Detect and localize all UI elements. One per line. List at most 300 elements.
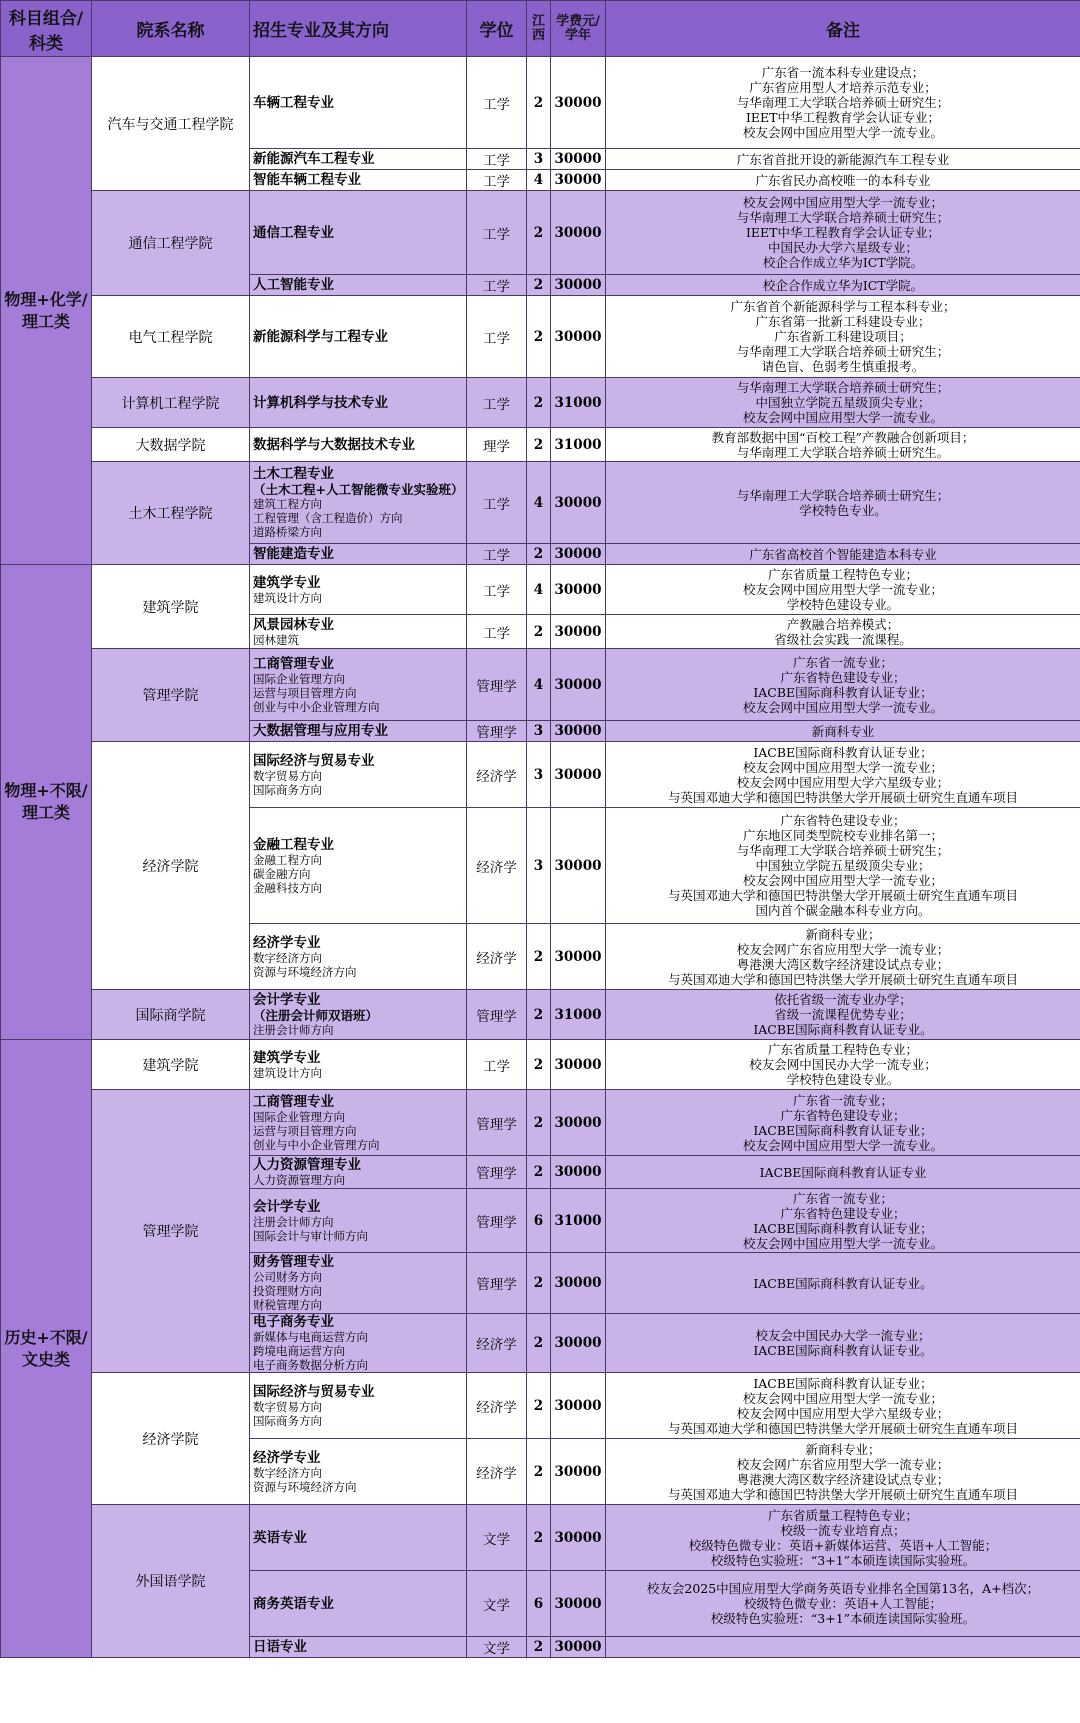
major-cell [250, 170, 467, 191]
header-degree: 学位 [467, 1, 527, 57]
remark-cell [606, 742, 1080, 808]
remark-line: 新商科专业； [805, 926, 881, 942]
remark-line: 学校特色建设专业。 [786, 597, 900, 612]
major-direction: 跨境电商运营方向 [253, 1344, 345, 1358]
remark-line: IACBE国际商科教育认证专业； [753, 1122, 933, 1138]
major-direction: 数字经济方向 [253, 950, 322, 965]
remark-line: 校级特色实验班：“3+1”本硕连读国际实验班。 [710, 1611, 976, 1626]
degree-cell: 管理学 [467, 990, 527, 1040]
years-cell: 3 [527, 149, 551, 170]
major-cell [250, 1040, 467, 1090]
table-row [1, 462, 1080, 544]
remark-line: 产教融合培养模式； [786, 616, 900, 632]
department-cell: 建筑学院 [92, 1040, 250, 1090]
remark-line: 广东省一流专业； [792, 1190, 893, 1206]
remark-cell [606, 296, 1080, 378]
degree-cell: 工学 [467, 544, 527, 565]
remark-line: 校友会网中国应用型大学一流专业； [742, 582, 943, 597]
degree-cell: 工学 [467, 275, 527, 296]
fee-cell: 30000 [551, 1156, 606, 1189]
header-major: 招生专业及其方向 [250, 1, 467, 57]
major-title: 经济学专业 [253, 1449, 321, 1466]
major-title: 金融工程专业 [253, 836, 334, 853]
remark-line: 学校特色专业。 [799, 502, 887, 518]
years-cell: 4 [527, 565, 551, 615]
fee-cell: 30000 [551, 275, 606, 296]
degree-cell: 管理学 [467, 1156, 527, 1189]
major-direction: 运营与项目管理方向 [253, 1123, 357, 1138]
major-cell [250, 428, 467, 462]
remark-line: 学校特色建设专业。 [786, 1072, 900, 1087]
category-cell: 历史+不限/文史类 [1, 1040, 92, 1658]
major-cell [250, 296, 467, 378]
table-row [1, 649, 1080, 721]
years-cell: 2 [527, 1373, 551, 1439]
remark-line: 广东省应用型人才培养示范专业； [749, 80, 937, 95]
years-cell: 4 [527, 462, 551, 544]
years-cell: 4 [527, 170, 551, 191]
remark-line: 教育部数据中国“百校工程”产教融合创新项目； [711, 429, 975, 445]
remark-cell [606, 721, 1080, 742]
remark-line: 校级一流专业培育点； [780, 1522, 906, 1538]
remark-line: 校友会网广东省应用型大学一流专业； [736, 941, 950, 957]
remark-line: 广东省一流专业； [792, 1092, 893, 1108]
major-direction: 注册会计师方向 [253, 1214, 334, 1229]
major-subtitle: （注册会计师双语班） [253, 1008, 379, 1023]
fee-cell: 30000 [551, 57, 606, 149]
remark-line: 校友会网中国应用型大学一流专业。 [742, 125, 943, 140]
major-direction: 道路桥梁方向 [253, 525, 322, 539]
remark-line: 与华南理工大学联合培养硕士研究生； [736, 344, 950, 359]
remark-cell [606, 149, 1080, 170]
major-title: 英语专业 [253, 1529, 307, 1546]
remark-line: 校友会网中国民办大学一流专业； [749, 1057, 937, 1072]
major-cell [250, 275, 467, 296]
major-cell [250, 990, 467, 1040]
major-cell [250, 1439, 467, 1505]
remark-cell [606, 990, 1080, 1040]
remark-line: 与华南理工大学联合培养硕士研究生； [736, 487, 950, 503]
degree-cell: 工学 [467, 296, 527, 378]
major-cell [250, 615, 467, 649]
degree-cell: 经济学 [467, 742, 527, 808]
remark-line: 广东省质量工程特色专业； [767, 567, 918, 582]
major-cell [250, 742, 467, 808]
category-cell: 物理+不限/理工类 [1, 565, 92, 1040]
remark-cell [606, 1571, 1080, 1637]
remark-line: 与英国邓迪大学和德国巴特洪堡大学开展硕士研究生直通车项目 [667, 1486, 1018, 1502]
table-row [1, 1505, 1080, 1571]
major-cell [250, 57, 467, 149]
years-cell: 2 [527, 1156, 551, 1189]
remark-line: 校友会网中国应用型大学六星级专业； [736, 1405, 950, 1421]
years-cell: 2 [527, 378, 551, 428]
major-direction: 国际企业管理方向 [253, 1109, 345, 1124]
remark-line: 新商科专业； [805, 1441, 881, 1457]
degree-cell: 理学 [467, 428, 527, 462]
major-direction: 建筑设计方向 [253, 1065, 322, 1080]
major-title: 车辆工程专业 [253, 94, 334, 111]
remark-line: 中国独立学院五星级顶尖专业； [755, 395, 931, 410]
fee-cell: 30000 [551, 1314, 606, 1373]
remark-line: IEET中华工程教育学会认证专业； [745, 110, 941, 125]
major-direction: 资源与环境经济方向 [253, 964, 357, 979]
remark-line: 校友会网中国应用型大学一流专业； [742, 759, 943, 775]
remark-cell [606, 615, 1080, 649]
fee-cell: 30000 [551, 742, 606, 808]
remark-line: 校企合作成立华为ICT学院。 [762, 255, 924, 270]
department-cell: 管理学院 [92, 1090, 250, 1373]
fee-cell: 30000 [551, 544, 606, 565]
major-cell [250, 1253, 467, 1314]
department-cell: 电气工程学院 [92, 296, 250, 378]
remark-line: 与华南理工大学联合培养硕士研究生。 [736, 444, 950, 460]
remark-line: IACBE国际商科教育认证专业 [759, 1164, 927, 1180]
remark-line: 与英国邓迪大学和德国巴特洪堡大学开展硕士研究生直通车项目 [667, 888, 1018, 903]
remark-line: 与华南理工大学联合培养硕士研究生； [736, 95, 950, 110]
department-cell: 建筑学院 [92, 565, 250, 649]
remark-cell [606, 170, 1080, 191]
major-direction: 建筑设计方向 [253, 590, 322, 605]
remark-line: 中国独立学院五星级顶尖专业； [755, 858, 931, 873]
years-cell: 2 [527, 1090, 551, 1156]
degree-cell: 工学 [467, 462, 527, 544]
major-direction: 金融科技方向 [253, 880, 322, 895]
major-direction: 碳金融方向 [253, 866, 311, 881]
remark-line: 校友会网中国应用型大学一流专业； [742, 1390, 943, 1406]
major-cell [250, 808, 467, 924]
remark-cell [606, 808, 1080, 924]
remark-line: 校级特色微专业：英语+人工智能； [744, 1596, 942, 1611]
years-cell: 2 [527, 615, 551, 649]
years-cell: 4 [527, 649, 551, 721]
degree-cell: 工学 [467, 615, 527, 649]
fee-cell: 30000 [551, 1090, 606, 1156]
major-direction: 注册会计师方向 [253, 1023, 334, 1037]
major-direction: 电子商务数据分析方向 [253, 1358, 368, 1372]
remark-cell [606, 1439, 1080, 1505]
years-cell: 2 [527, 57, 551, 149]
table-row [1, 57, 1080, 149]
remark-line: 广东省质量工程特色专业； [767, 1507, 918, 1523]
major-title: 人工智能专业 [253, 277, 334, 293]
table-row [1, 1090, 1080, 1156]
major-title: 大数据管理与应用专业 [253, 723, 388, 739]
major-direction: 财税管理方向 [253, 1298, 322, 1312]
table-row [1, 742, 1080, 808]
remark-line: 广东省特色建设专业； [780, 1205, 906, 1221]
major-direction: 园林建筑 [253, 632, 299, 647]
remark-cell [606, 1253, 1080, 1314]
degree-cell: 经济学 [467, 924, 527, 990]
table-row [1, 1040, 1080, 1090]
degree-cell: 工学 [467, 191, 527, 275]
remark-line: IACBE国际商科教育认证专业； [753, 1375, 933, 1391]
years-cell: 2 [527, 296, 551, 378]
remark-line: 广东省一流专业； [792, 654, 893, 670]
major-title: 建筑学专业 [253, 574, 321, 591]
remark-line: 校友会中国民办大学一流专业； [755, 1328, 931, 1343]
major-cell [250, 1373, 467, 1439]
degree-cell: 文学 [467, 1505, 527, 1571]
years-cell: 2 [527, 1505, 551, 1571]
years-cell: 2 [527, 1314, 551, 1373]
major-direction: 人力资源管理方向 [253, 1173, 345, 1187]
department-cell: 经济学院 [92, 1373, 250, 1505]
major-direction: 国际商务方向 [253, 1413, 322, 1428]
major-title: 人力资源管理专业 [253, 1157, 361, 1173]
table-row [1, 296, 1080, 378]
header-years: 江西 [527, 1, 551, 57]
years-cell: 2 [527, 1637, 551, 1658]
remark-line: 广东省特色建设专业； [780, 1107, 906, 1123]
remark-line: 广东省第一批新工科建设专业； [755, 314, 931, 329]
fee-cell: 30000 [551, 170, 606, 191]
major-direction: 工程管理（含工程造价）方向 [253, 511, 403, 525]
major-cell [250, 149, 467, 170]
remark-cell [606, 462, 1080, 544]
remark-cell [606, 1040, 1080, 1090]
table-row [1, 191, 1080, 275]
major-cell [250, 1156, 467, 1189]
remark-cell [606, 1156, 1080, 1189]
department-cell: 管理学院 [92, 649, 250, 742]
major-title: 国际经济与贸易专业 [253, 752, 375, 769]
major-title: 数据科学与大数据技术专业 [253, 436, 415, 453]
remark-cell [606, 1314, 1080, 1373]
remark-cell [606, 1090, 1080, 1156]
major-title: 工商管理专业 [253, 1093, 334, 1110]
degree-cell: 工学 [467, 1040, 527, 1090]
major-cell [250, 565, 467, 615]
table-row [1, 1373, 1080, 1439]
major-cell [250, 1637, 467, 1658]
remark-cell [606, 428, 1080, 462]
fee-cell: 30000 [551, 565, 606, 615]
years-cell: 6 [527, 1571, 551, 1637]
remark-line: 广东省特色建设专业； [780, 813, 906, 828]
department-cell: 国际商学院 [92, 990, 250, 1040]
remark-line: 省级社会实践一流课程。 [774, 631, 912, 647]
fee-cell: 31000 [551, 1189, 606, 1253]
major-title: 日语专业 [253, 1639, 307, 1655]
degree-cell: 工学 [467, 149, 527, 170]
major-cell [250, 924, 467, 990]
major-direction: 建筑工程方向 [253, 497, 322, 511]
fee-cell: 30000 [551, 1373, 606, 1439]
years-cell: 3 [527, 808, 551, 924]
fee-cell: 31000 [551, 378, 606, 428]
remark-line: 广东省首个新能源科学与工程本科专业； [730, 299, 956, 314]
department-cell: 计算机工程学院 [92, 378, 250, 428]
degree-cell: 工学 [467, 378, 527, 428]
major-direction: 数字贸易方向 [253, 1399, 322, 1414]
major-direction: 创业与中小企业管理方向 [253, 699, 380, 714]
fee-cell: 30000 [551, 1637, 606, 1658]
degree-cell: 工学 [467, 57, 527, 149]
major-title: 会计学专业 [253, 1198, 321, 1215]
remark-line: 广东省新工科建设项目； [774, 329, 912, 344]
fee-cell: 30000 [551, 924, 606, 990]
remark-line: 与华南理工大学联合培养硕士研究生； [736, 380, 950, 395]
degree-cell: 管理学 [467, 1253, 527, 1314]
major-title: 国际经济与贸易专业 [253, 1383, 375, 1400]
major-title: 智能建造专业 [253, 546, 334, 562]
years-cell: 2 [527, 275, 551, 296]
major-title: 电子商务专业 [253, 1314, 334, 1330]
remark-line: 广东省质量工程特色专业； [767, 1042, 918, 1057]
remark-line: 国内首个碳金融本科专业方向。 [755, 903, 931, 918]
remark-cell [606, 1189, 1080, 1253]
major-title: 建筑学专业 [253, 1049, 321, 1066]
major-direction: 金融工程方向 [253, 852, 322, 867]
major-direction: 数字贸易方向 [253, 768, 322, 783]
remark-line: IACBE国际商科教育认证专业。 [753, 1343, 933, 1358]
remark-cell [606, 378, 1080, 428]
remark-line: 广东省特色建设专业； [780, 669, 906, 685]
remark-cell [606, 191, 1080, 275]
table-row [1, 990, 1080, 1040]
fee-cell: 30000 [551, 1505, 606, 1571]
remark-line: 校友会网中国应用型大学六星级专业； [736, 774, 950, 790]
remark-line: 校级特色微专业：英语+新媒体运营、英语+人工智能； [688, 1537, 998, 1553]
remark-line: 校友会网中国应用型大学一流专业。 [742, 1137, 943, 1153]
fee-cell: 30000 [551, 615, 606, 649]
fee-cell: 31000 [551, 990, 606, 1040]
remark-line: 校友会网中国应用型大学一流专业； [742, 195, 943, 210]
major-title: 财务管理专业 [253, 1254, 334, 1270]
major-cell [250, 462, 467, 544]
remark-cell [606, 565, 1080, 615]
remark-cell [606, 649, 1080, 721]
header-department: 院系名称 [92, 1, 250, 57]
years-cell: 2 [527, 1040, 551, 1090]
remark-line: 校友会2025中国应用型大学商务英语专业排名全国第13名，A+档次； [646, 1581, 1040, 1596]
major-title: 商务英语专业 [253, 1595, 334, 1612]
major-title: 新能源科学与工程专业 [253, 328, 388, 345]
remark-line: 请色盲、色弱考生慎重报考。 [761, 359, 925, 374]
remark-cell [606, 1505, 1080, 1571]
years-cell: 2 [527, 1439, 551, 1505]
remark-line: 依托省级一流专业办学； [774, 992, 912, 1007]
major-cell [250, 191, 467, 275]
fee-cell: 30000 [551, 296, 606, 378]
remark-line: 广东省民办高校唯一的本科专业 [755, 172, 931, 188]
years-cell: 2 [527, 428, 551, 462]
major-cell [250, 1505, 467, 1571]
major-direction: 国际企业管理方向 [253, 671, 345, 686]
major-direction: 运营与项目管理方向 [253, 685, 357, 700]
degree-cell: 管理学 [467, 1189, 527, 1253]
header-fee: 学费元/学年 [551, 1, 606, 57]
fee-cell: 30000 [551, 649, 606, 721]
department-cell: 通信工程学院 [92, 191, 250, 296]
remark-line: 广东省首批开设的新能源汽车工程专业 [736, 151, 950, 167]
fee-cell: 30000 [551, 149, 606, 170]
years-cell: 2 [527, 191, 551, 275]
fee-cell: 31000 [551, 428, 606, 462]
remark-line: 广东省高校首个智能建造本科专业 [749, 546, 937, 562]
major-direction: 创业与中小企业管理方向 [253, 1137, 380, 1152]
header-category: 科目组合/科类 [1, 1, 92, 57]
degree-cell: 管理学 [467, 721, 527, 742]
remark-line: IACBE国际商科教育认证专业。 [753, 1022, 933, 1037]
years-cell: 2 [527, 924, 551, 990]
remark-line: 与华南理工大学联合培养硕士研究生； [736, 210, 950, 225]
major-subtitle: （土木工程+人工智能微专业实验班） [253, 482, 464, 497]
major-title: 通信工程专业 [253, 224, 334, 241]
major-title: 风景园林专业 [253, 616, 334, 633]
table-row [1, 565, 1080, 615]
major-title: 计算机科学与技术专业 [253, 394, 388, 411]
remark-line: 与英国邓迪大学和德国巴特洪堡大学开展硕士研究生直通车项目 [667, 971, 1018, 987]
remark-line: 与英国邓迪大学和德国巴特洪堡大学开展硕士研究生直通车项目 [667, 1420, 1018, 1436]
major-title: 会计学专业 [253, 992, 321, 1008]
remark-cell [606, 275, 1080, 296]
fee-cell: 30000 [551, 462, 606, 544]
years-cell: 2 [527, 990, 551, 1040]
department-cell: 外国语学院 [92, 1505, 250, 1658]
fee-cell: 30000 [551, 721, 606, 742]
table-row [1, 378, 1080, 428]
header-remark: 备注 [606, 1, 1080, 57]
fee-cell: 30000 [551, 808, 606, 924]
remark-line: 校友会网中国应用型大学一流专业； [742, 873, 943, 888]
degree-cell: 文学 [467, 1637, 527, 1658]
fee-cell: 30000 [551, 1040, 606, 1090]
degree-cell: 经济学 [467, 1373, 527, 1439]
remark-line: 校友会网中国应用型大学一流专业。 [742, 1235, 943, 1251]
remark-line: 省级一流课程优势专业； [774, 1007, 912, 1022]
major-title: 智能车辆工程专业 [253, 172, 361, 188]
remark-line: 广东地区同类型院校专业排名第一； [742, 828, 943, 843]
major-cell [250, 1571, 467, 1637]
major-direction: 公司财务方向 [253, 1270, 322, 1284]
remark-line: 广东省一流本科专业建设点； [761, 65, 925, 80]
degree-cell: 经济学 [467, 1314, 527, 1373]
degree-cell: 文学 [467, 1571, 527, 1637]
table-row [1, 428, 1080, 462]
major-direction: 数字经济方向 [253, 1465, 322, 1480]
fee-cell: 30000 [551, 1439, 606, 1505]
remark-line: 校级特色实验班：“3+1”本硕连读国际实验班。 [710, 1552, 976, 1568]
major-title: 新能源汽车工程专业 [253, 151, 375, 167]
years-cell: 3 [527, 742, 551, 808]
major-cell [250, 721, 467, 742]
years-cell: 6 [527, 1189, 551, 1253]
major-direction: 新媒体与电商运营方向 [253, 1330, 368, 1344]
department-cell: 大数据学院 [92, 428, 250, 462]
remark-cell [606, 544, 1080, 565]
years-cell: 2 [527, 544, 551, 565]
department-cell: 汽车与交通工程学院 [92, 57, 250, 191]
remark-line: IACBE国际商科教育认证专业。 [753, 1275, 933, 1291]
remark-line: 校企合作成立华为ICT学院。 [762, 277, 924, 293]
remark-line: IEET中华工程教育学会认证专业； [745, 225, 941, 240]
remark-line: 校友会网广东省应用型大学一流专业； [736, 1456, 950, 1472]
remark-line: IACBE国际商科教育认证专业； [753, 684, 933, 700]
degree-cell: 工学 [467, 170, 527, 191]
remark-line: IACBE国际商科教育认证专业； [753, 744, 933, 760]
major-cell [250, 378, 467, 428]
major-title: 经济学专业 [253, 934, 321, 951]
major-cell [250, 1314, 467, 1373]
major-title: 工商管理专业 [253, 655, 334, 672]
major-direction: 资源与环境经济方向 [253, 1479, 357, 1494]
degree-cell: 管理学 [467, 1090, 527, 1156]
header-row [1, 1, 1080, 57]
fee-cell: 30000 [551, 1253, 606, 1314]
